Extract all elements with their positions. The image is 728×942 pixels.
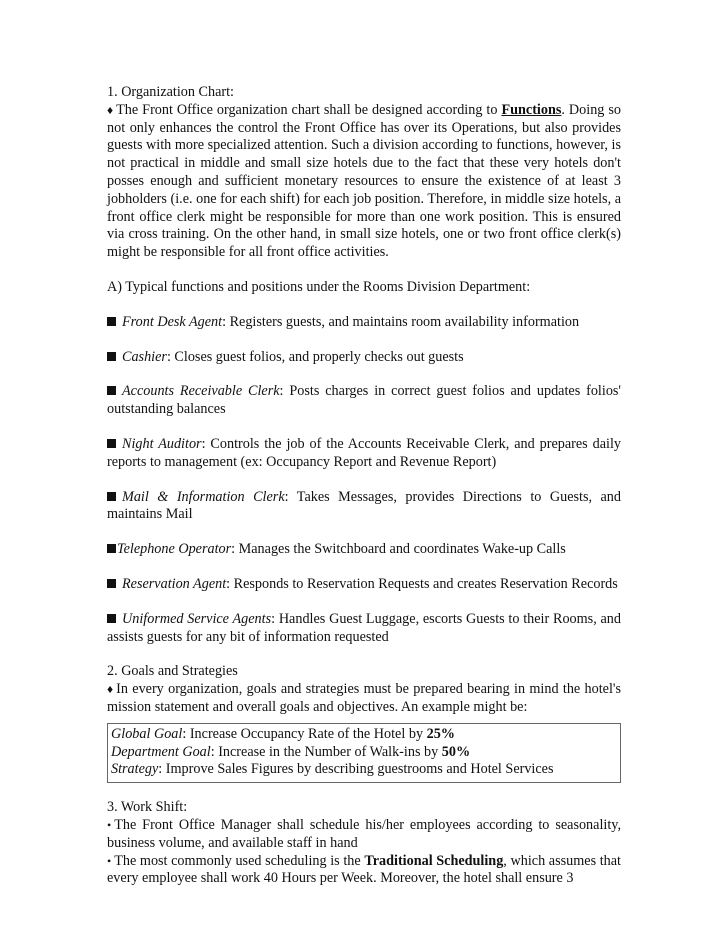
square-bullet-icon — [107, 317, 116, 326]
section-3-text-2b: , which assumes that every employee shall work 40 Hours per Week. Moreover, the hotel shall ensure 3 — [107, 852, 622, 887]
position-desc: : Closes guest folios, and properly checks out guests — [166, 348, 464, 365]
position-desc: : Manages the Switchboard and coordinates Wake-up Calls — [231, 541, 566, 558]
position-title: Reservation Agent — [122, 575, 227, 592]
position-item — [107, 541, 621, 559]
global-goal-value: 25% — [426, 725, 455, 742]
global-goal-label: Global Goal — [111, 725, 183, 742]
section-3-text-2a: The most commonly used scheduling is the — [114, 852, 365, 869]
section-1-text-b: . Doing so not only enhances the control the Front Office has over its Operations, but also provides guests with more specialized attention. Such a division according to functions, however, is not practical in middle and small size hotels due to the fact that these very hotels don't posses enough and sufficient monetary resources to ensure the existence of at least 3 jobholders (i.e. one for each shift) for each job position. Therefore, in middle size hotels, a front office clerk might be responsible for more than one work position. This is ensured via cross training. On the other hand, in small size hotels, one or two front office clerk(s) might be responsible for all front office activities. — [107, 101, 621, 261]
section-3-bullet-2 — [107, 853, 621, 889]
section-1-text-a: The Front Office organization chart shall be designed according to — [116, 101, 502, 118]
position-desc: : Responds to Reservation Requests and creates Reservation Records — [226, 575, 618, 592]
position-title: Uniformed Service Agents — [122, 610, 272, 627]
position-title: Night Auditor — [122, 435, 202, 452]
position-title: Mail & Information Clerk — [122, 488, 285, 505]
section-3-text-1: The Front Office Manager shall schedule his/her employees according to seasonality, business volume, and available staff in hand — [107, 816, 621, 851]
section-1-paragraph — [107, 102, 621, 262]
square-bullet-icon — [107, 544, 116, 553]
dot-bullet-icon: • — [107, 853, 112, 868]
position-desc: : Controls the job of the Accounts Receivable Clerk, and prepares daily reports to management (ex: Occupancy Report and Revenue Report) — [107, 435, 621, 470]
position-item — [107, 436, 621, 472]
functions-emphasis: Functions — [501, 101, 562, 118]
department-goal-value: 50% — [441, 743, 471, 760]
section-3-bullet-1 — [107, 817, 621, 853]
strategy-text: : Improve Sales Figures by describing guestrooms and Hotel Services — [158, 761, 554, 778]
department-goal-label: Department Goal — [111, 743, 211, 760]
position-item — [107, 383, 621, 419]
department-goal-line — [111, 744, 617, 762]
square-bullet-icon — [107, 492, 116, 501]
square-bullet-icon — [107, 352, 116, 361]
position-item — [107, 314, 621, 332]
position-desc: : Posts charges in correct guest folios and updates folios' outstanding balances — [107, 383, 621, 418]
section-3-heading: 3. Work Shift: — [107, 799, 188, 816]
diamond-bullet-icon: ♦ — [107, 102, 114, 117]
global-goal-text: : Increase Occupancy Rate of the Hotel by — [182, 725, 427, 742]
global-goal-line — [111, 726, 617, 744]
position-title: Telephone Operator — [117, 541, 232, 558]
position-title: Front Desk Agent — [122, 313, 223, 330]
section-2-heading: 2. Goals and Strategies — [107, 663, 238, 680]
square-bullet-icon — [107, 386, 116, 395]
document-page — [107, 84, 621, 888]
position-item — [107, 611, 621, 647]
traditional-scheduling-emphasis: Traditional Scheduling — [364, 852, 504, 869]
strategy-line — [111, 761, 617, 779]
section-a-heading: A) Typical functions and positions under the Rooms Division Department: — [107, 278, 531, 295]
section-2-text: In every organization, goals and strategies must be prepared bearing in mind the hotel's mission statement and overall goals and objectives. An example might be: — [107, 681, 621, 715]
dot-bullet-icon: • — [107, 817, 112, 832]
position-desc: : Registers guests, and maintains room availability information — [222, 313, 580, 330]
position-item — [107, 489, 621, 525]
square-bullet-icon — [107, 439, 116, 448]
square-bullet-icon — [107, 579, 116, 588]
section-2-paragraph — [107, 681, 621, 717]
goals-box — [107, 723, 621, 783]
position-item — [107, 576, 621, 594]
strategy-label: Strategy — [111, 761, 159, 778]
section-1-heading: 1. Organization Chart: — [107, 84, 235, 100]
square-bullet-icon — [107, 614, 116, 623]
position-item — [107, 349, 621, 367]
position-title: Cashier — [122, 348, 167, 365]
department-goal-text: : Increase in the Number of Walk-ins by — [210, 743, 442, 760]
position-desc: : Takes Messages, provides Directions to Guests, and maintains Mail — [107, 488, 621, 523]
position-title: Accounts Receivable Clerk — [122, 383, 280, 400]
position-desc: : Handles Guest Luggage, escorts Guests to their Rooms, and assists guests for any bit of information requested — [107, 610, 621, 645]
diamond-bullet-icon: ♦ — [107, 682, 114, 697]
